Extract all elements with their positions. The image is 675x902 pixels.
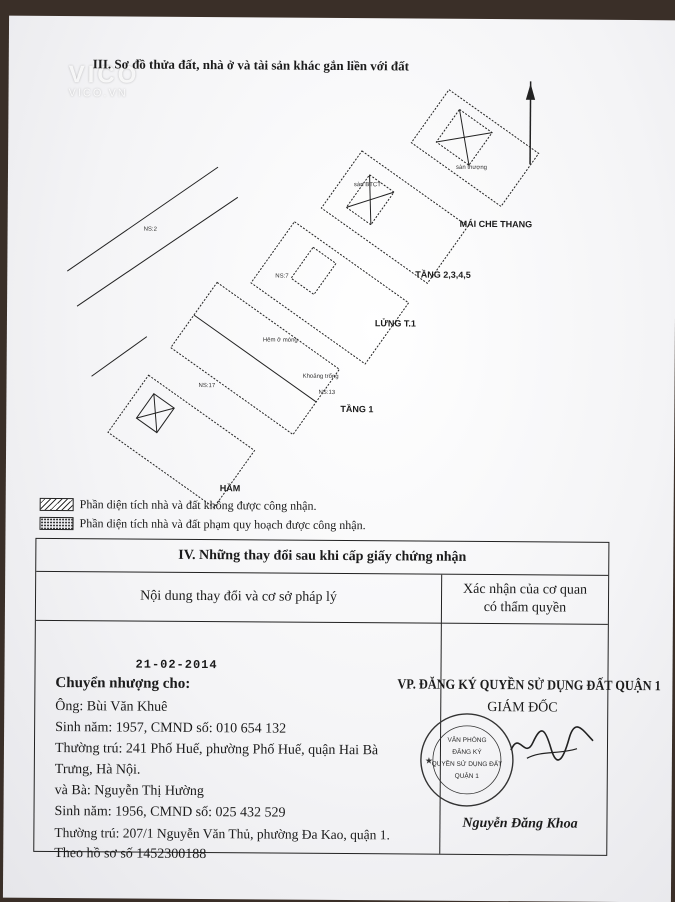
label-ham-o-mong: Hẻm ở móng (262, 337, 298, 344)
label-ns13: NS:13 (318, 389, 336, 396)
label-ham: HẦM (219, 483, 241, 494)
seal-line-2: ĐĂNG KÝ (452, 748, 482, 756)
label-ns7: NS:7 (275, 273, 289, 280)
watermark-brand: VICO (68, 61, 140, 89)
director-title: GIÁM ĐỐC (487, 700, 558, 716)
label-san-btct: sàn BTCT (353, 182, 381, 189)
col-header-authority-line2: có thẩm quyền (483, 600, 567, 616)
handwritten-signature (507, 720, 597, 771)
street-line-3 (92, 336, 147, 376)
section3-title: III. Sơ đồ thửa đất, nhà ở và tài sản khác gắn liền với đất (92, 56, 410, 74)
seal-line-3: QUYỀN SỬ DỤNG ĐẤT (431, 760, 503, 769)
owner-line-1: Ông: Bùi Văn Khuê (55, 699, 168, 715)
roof-plan-shape (411, 90, 538, 207)
north-arrow (526, 81, 535, 164)
legend-planning-recognized (39, 516, 365, 533)
owner-line-4: Trưng, Hà Nội. (54, 762, 141, 778)
owner-line-8: Theo hồ sơ số 1452300188 (54, 846, 207, 863)
owner-line-5: và Bà: Nguyễn Thị Hường (54, 783, 205, 800)
transfer-heading: Chuyển nhượng cho: (55, 675, 191, 692)
owner-line-2: Sinh năm: 1957, CMND số: 010 654 132 (55, 720, 287, 737)
label-san-thuong: sàn thượng (456, 164, 488, 172)
change-date: 21-02-2014 (135, 657, 218, 673)
section4-title: IV. Những thay đổi sau khi cấp giấy chứng nhận (36, 539, 608, 576)
owner-line-7: Thường trú: 207/1 Nguyễn Văn Thủ, phường Đa Kao, quận 1. (54, 825, 390, 843)
label-lung-t1: LỬNG T.1 (374, 318, 416, 329)
label-tang-2345: TẦNG 2,3,4,5 (415, 269, 471, 280)
col-header-authority-line1: Xác nhận của cơ quan (463, 581, 588, 598)
label-mai-che-thang: MÁI CHE THANG (459, 218, 533, 230)
seal-line-4: QUẬN 1 (454, 772, 479, 780)
seal-star-icon: ★ (424, 755, 434, 766)
seal-line-1: VĂN PHÒNG (447, 736, 487, 745)
watermark-domain: VICO.VN (68, 87, 128, 100)
office-name: VP. ĐĂNG KÝ QUYỀN SỬ DỤNG ĐẤT QUẬN 1 (397, 677, 661, 695)
street-line-2 (77, 196, 238, 307)
legend-text-2: Phần diện tích nhà và đất phạm quy hoạch được công nhận. (79, 516, 366, 533)
label-tang-1: TẦNG 1 (340, 404, 374, 415)
street-line-1 (67, 166, 218, 272)
col-header-content: Nội dung thay đổi và cơ sở pháp lý (36, 572, 442, 623)
label-ns17: NS:17 (198, 383, 216, 390)
signer-name: Nguyễn Đăng Khoa (462, 815, 578, 832)
legend-text-1: Phần diện tích nhà và đất không được công nhận. (79, 497, 317, 513)
owner-line-3: Thường trú: 241 Phố Huế, phường Phố Huế, quận Hai Bà (54, 741, 379, 759)
hatch-swatch (40, 498, 74, 511)
dots-swatch (39, 517, 73, 530)
label-khoang-trong: Khoảng trống (302, 373, 339, 380)
table-column-headers (36, 572, 608, 625)
changes-table (33, 538, 661, 863)
floors-2-5-shape (321, 151, 468, 283)
ground-floor-shape (171, 282, 340, 434)
label-ns2: NS:2 (143, 226, 157, 233)
owner-line-6: Sinh năm: 1956, CMND số: 025 432 529 (54, 804, 286, 821)
certificate-page (3, 16, 675, 902)
col-header-authority (442, 581, 608, 618)
legend-not-recognized (40, 497, 317, 514)
land-plot-diagram (6, 16, 675, 521)
